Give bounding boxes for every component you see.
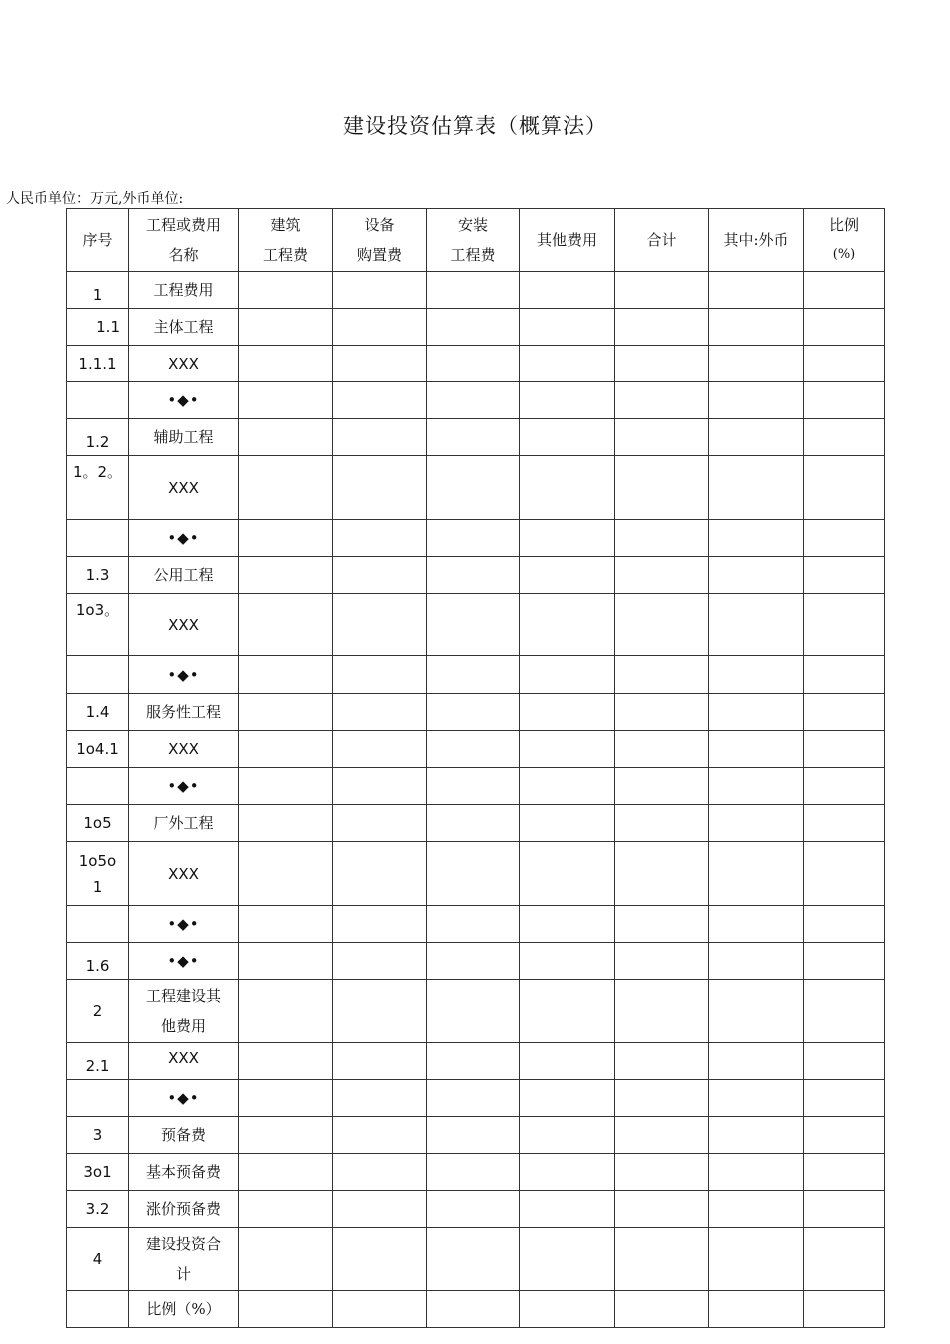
empty-cell (427, 805, 520, 842)
empty-cell (615, 520, 709, 557)
table-row (67, 456, 885, 520)
empty-cell (709, 1228, 804, 1291)
row-name (129, 980, 239, 1043)
row-seq: 1.2 (67, 419, 129, 456)
empty-cell (520, 1117, 615, 1154)
empty-cell (520, 382, 615, 419)
row-name: •◆• (129, 906, 239, 943)
table-row (67, 346, 885, 382)
empty-cell (427, 346, 520, 382)
empty-cell (520, 805, 615, 842)
empty-cell (709, 557, 804, 594)
header-install (427, 209, 520, 272)
empty-cell (520, 1191, 615, 1228)
row-seq: 3o1 (67, 1154, 129, 1191)
empty-cell (615, 557, 709, 594)
empty-cell (804, 1117, 885, 1154)
empty-cell (709, 456, 804, 520)
empty-cell (427, 1117, 520, 1154)
row-seq (67, 382, 129, 419)
row-seq: 1o4.1 (67, 731, 129, 768)
empty-cell (239, 1228, 333, 1291)
table-row (67, 943, 885, 980)
row-seq (67, 656, 129, 694)
empty-cell (239, 1080, 333, 1117)
empty-cell (520, 842, 615, 906)
empty-cell (709, 1191, 804, 1228)
table-row (67, 557, 885, 594)
empty-cell (709, 943, 804, 980)
table-row (67, 1291, 885, 1328)
header-total: 合计 (615, 209, 709, 272)
empty-cell (520, 456, 615, 520)
row-seq (67, 1291, 129, 1328)
empty-cell (333, 656, 427, 694)
header-ratio (804, 209, 885, 272)
header-building-line1: 建筑 (270, 216, 301, 234)
empty-cell (804, 1191, 885, 1228)
empty-cell (615, 309, 709, 346)
empty-cell (239, 1043, 333, 1080)
empty-cell (804, 943, 885, 980)
empty-cell (520, 768, 615, 805)
row-name: •◆• (129, 656, 239, 694)
row-seq: 1.3 (67, 557, 129, 594)
empty-cell (709, 520, 804, 557)
row-name (129, 1228, 239, 1291)
row-seq: 1 (67, 272, 129, 309)
row-name: 辅助工程 (129, 419, 239, 456)
empty-cell (615, 805, 709, 842)
row-seq (67, 906, 129, 943)
row-name: XXX (129, 594, 239, 656)
empty-cell (804, 906, 885, 943)
empty-cell (333, 382, 427, 419)
empty-cell (520, 272, 615, 309)
empty-cell (333, 1228, 427, 1291)
empty-cell (239, 906, 333, 943)
row-name: 比例（%） (129, 1291, 239, 1328)
empty-cell (709, 1291, 804, 1328)
table-row (67, 731, 885, 768)
empty-cell (239, 309, 333, 346)
empty-cell (615, 656, 709, 694)
empty-cell (239, 1154, 333, 1191)
row-seq (67, 520, 129, 557)
empty-cell (709, 1117, 804, 1154)
empty-cell (333, 456, 427, 520)
empty-cell (615, 1191, 709, 1228)
row-name: 基本预备费 (129, 1154, 239, 1191)
empty-cell (615, 768, 709, 805)
empty-cell (427, 768, 520, 805)
empty-cell (333, 768, 427, 805)
empty-cell (709, 805, 804, 842)
empty-cell (709, 842, 804, 906)
row-name: XXX (129, 731, 239, 768)
empty-cell (804, 805, 885, 842)
header-seq: 序号 (67, 209, 129, 272)
empty-cell (333, 805, 427, 842)
empty-cell (615, 1291, 709, 1328)
header-building (239, 209, 333, 272)
header-install-line1: 安装 (457, 216, 488, 234)
empty-cell (333, 906, 427, 943)
empty-cell (709, 382, 804, 419)
currency-unit-note: 人民币单位：万元,外币单位: (6, 191, 184, 207)
empty-cell (427, 731, 520, 768)
empty-cell (804, 557, 885, 594)
header-install-line2: 工程费 (450, 246, 496, 264)
empty-cell (333, 272, 427, 309)
empty-cell (427, 456, 520, 520)
empty-cell (333, 842, 427, 906)
empty-cell (333, 309, 427, 346)
empty-cell (709, 768, 804, 805)
row-name: XXX (129, 1043, 239, 1080)
empty-cell (709, 1043, 804, 1080)
table-row (67, 656, 885, 694)
empty-cell (804, 419, 885, 456)
empty-cell (709, 1080, 804, 1117)
empty-cell (804, 1043, 885, 1080)
table-row (67, 1154, 885, 1191)
empty-cell (709, 731, 804, 768)
empty-cell (615, 1228, 709, 1291)
empty-cell (333, 980, 427, 1043)
empty-cell (709, 656, 804, 694)
empty-cell (239, 557, 333, 594)
empty-cell (427, 557, 520, 594)
empty-cell (804, 980, 885, 1043)
empty-cell (520, 309, 615, 346)
row-name: XXX (129, 456, 239, 520)
empty-cell (427, 1080, 520, 1117)
empty-cell (709, 419, 804, 456)
page-title: 建设投资估算表（概算法） (343, 114, 607, 138)
table-row (67, 906, 885, 943)
empty-cell (804, 1154, 885, 1191)
empty-cell (333, 1043, 427, 1080)
empty-cell (520, 1043, 615, 1080)
empty-cell (804, 656, 885, 694)
empty-cell (804, 272, 885, 309)
row-name-line2: 计 (175, 1265, 191, 1283)
empty-cell (615, 594, 709, 656)
header-foreign: 其中:外币 (709, 209, 804, 272)
empty-cell (333, 346, 427, 382)
header-name-line2: 名称 (168, 246, 199, 264)
empty-cell (239, 842, 333, 906)
empty-cell (709, 906, 804, 943)
row-name: •◆• (129, 768, 239, 805)
row-seq: 1.1.1 (67, 346, 129, 382)
row-seq: 1o3。 (67, 594, 129, 656)
row-seq: 1o5 (67, 805, 129, 842)
row-seq (67, 842, 129, 906)
row-seq: 2 (67, 980, 129, 1043)
empty-cell (804, 1291, 885, 1328)
empty-cell (427, 594, 520, 656)
empty-cell (520, 346, 615, 382)
empty-cell (709, 346, 804, 382)
row-seq: 3 (67, 1117, 129, 1154)
row-seq-line1: 1o5o (78, 851, 117, 870)
table-row (67, 694, 885, 731)
empty-cell (427, 906, 520, 943)
header-equipment-line1: 设备 (364, 216, 395, 234)
empty-cell (615, 1043, 709, 1080)
empty-cell (427, 1291, 520, 1328)
row-name-line1: 建设投资合 (145, 1235, 221, 1253)
empty-cell (804, 1228, 885, 1291)
table-row (67, 1191, 885, 1228)
header-ratio-line2: (%) (832, 247, 856, 262)
table-row (67, 272, 885, 309)
row-name-line2: 他费用 (160, 1017, 206, 1035)
empty-cell (239, 594, 333, 656)
empty-cell (333, 1154, 427, 1191)
row-name: •◆• (129, 520, 239, 557)
empty-cell (520, 906, 615, 943)
table-row (67, 1117, 885, 1154)
empty-cell (804, 1080, 885, 1117)
row-seq (67, 1080, 129, 1117)
empty-cell (333, 1080, 427, 1117)
empty-cell (804, 768, 885, 805)
table-row (67, 768, 885, 805)
empty-cell (427, 419, 520, 456)
empty-cell (427, 1228, 520, 1291)
empty-cell (804, 520, 885, 557)
row-seq: 1.1 (67, 309, 129, 346)
empty-cell (615, 346, 709, 382)
table-row (67, 520, 885, 557)
empty-cell (615, 419, 709, 456)
empty-cell (615, 980, 709, 1043)
table-row (67, 1228, 885, 1291)
empty-cell (239, 805, 333, 842)
empty-cell (804, 731, 885, 768)
empty-cell (427, 520, 520, 557)
row-name: 服务性工程 (129, 694, 239, 731)
empty-cell (239, 1191, 333, 1228)
empty-cell (520, 943, 615, 980)
empty-cell (615, 943, 709, 980)
empty-cell (239, 1117, 333, 1154)
row-seq-line2: 1 (92, 877, 103, 896)
empty-cell (520, 520, 615, 557)
empty-cell (709, 272, 804, 309)
table-row (67, 842, 885, 906)
investment-estimate-table (66, 208, 885, 1328)
row-seq: 3.2 (67, 1191, 129, 1228)
empty-cell (804, 346, 885, 382)
empty-cell (239, 656, 333, 694)
row-name: XXX (129, 346, 239, 382)
empty-cell (709, 309, 804, 346)
empty-cell (804, 842, 885, 906)
header-name-line1: 工程或费用 (145, 216, 221, 234)
table-row (67, 1080, 885, 1117)
empty-cell (615, 906, 709, 943)
empty-cell (520, 557, 615, 594)
header-equipment-line2: 购置费 (356, 246, 402, 264)
empty-cell (615, 694, 709, 731)
row-name: XXX (129, 842, 239, 906)
empty-cell (709, 694, 804, 731)
empty-cell (239, 694, 333, 731)
empty-cell (333, 520, 427, 557)
empty-cell (804, 382, 885, 419)
empty-cell (333, 557, 427, 594)
empty-cell (239, 419, 333, 456)
empty-cell (333, 731, 427, 768)
empty-cell (804, 456, 885, 520)
empty-cell (427, 1154, 520, 1191)
row-seq: 1.4 (67, 694, 129, 731)
row-name: 主体工程 (129, 309, 239, 346)
table-row (67, 980, 885, 1043)
empty-cell (239, 346, 333, 382)
row-name: •◆• (129, 943, 239, 980)
header-equipment (333, 209, 427, 272)
table-row (67, 594, 885, 656)
empty-cell (427, 272, 520, 309)
row-seq: 1.6 (67, 943, 129, 980)
empty-cell (333, 594, 427, 656)
table-row (67, 309, 885, 346)
empty-cell (427, 1043, 520, 1080)
empty-cell (427, 694, 520, 731)
row-name: 预备费 (129, 1117, 239, 1154)
empty-cell (804, 694, 885, 731)
empty-cell (520, 980, 615, 1043)
empty-cell (520, 731, 615, 768)
empty-cell (520, 419, 615, 456)
empty-cell (709, 594, 804, 656)
row-name: 涨价预备费 (129, 1191, 239, 1228)
empty-cell (615, 382, 709, 419)
row-name: 公用工程 (129, 557, 239, 594)
empty-cell (427, 656, 520, 694)
empty-cell (615, 842, 709, 906)
empty-cell (239, 272, 333, 309)
empty-cell (427, 309, 520, 346)
empty-cell (239, 768, 333, 805)
row-seq: 1。2。 (67, 456, 129, 520)
empty-cell (520, 1291, 615, 1328)
empty-cell (333, 419, 427, 456)
row-name: 厂外工程 (129, 805, 239, 842)
empty-cell (615, 456, 709, 520)
empty-cell (239, 943, 333, 980)
empty-cell (333, 1117, 427, 1154)
empty-cell (804, 594, 885, 656)
empty-cell (333, 1191, 427, 1228)
header-ratio-line1: 比例 (828, 216, 859, 234)
empty-cell (520, 656, 615, 694)
empty-cell (709, 1154, 804, 1191)
empty-cell (427, 980, 520, 1043)
empty-cell (239, 456, 333, 520)
header-row (67, 209, 885, 272)
empty-cell (333, 1291, 427, 1328)
empty-cell (615, 731, 709, 768)
empty-cell (520, 1080, 615, 1117)
header-building-line2: 工程费 (262, 246, 308, 264)
empty-cell (239, 382, 333, 419)
row-seq: 4 (67, 1228, 129, 1291)
row-name: •◆• (129, 1080, 239, 1117)
empty-cell (239, 520, 333, 557)
row-name: 工程费用 (129, 272, 239, 309)
table-row (67, 382, 885, 419)
empty-cell (520, 1154, 615, 1191)
empty-cell (427, 842, 520, 906)
empty-cell (804, 309, 885, 346)
empty-cell (333, 943, 427, 980)
table-row (67, 805, 885, 842)
empty-cell (333, 694, 427, 731)
empty-cell (427, 382, 520, 419)
empty-cell (615, 272, 709, 309)
empty-cell (427, 943, 520, 980)
empty-cell (615, 1117, 709, 1154)
row-seq: 2.1 (67, 1043, 129, 1080)
empty-cell (615, 1080, 709, 1117)
empty-cell (709, 980, 804, 1043)
table-row (67, 419, 885, 456)
empty-cell (427, 1191, 520, 1228)
empty-cell (239, 980, 333, 1043)
row-seq (67, 768, 129, 805)
empty-cell (520, 1228, 615, 1291)
empty-cell (615, 1154, 709, 1191)
row-name-line1: 工程建设其 (145, 987, 221, 1005)
empty-cell (239, 1291, 333, 1328)
header-name (129, 209, 239, 272)
header-other: 其他费用 (520, 209, 615, 272)
row-name: •◆• (129, 382, 239, 419)
table-row (67, 1043, 885, 1080)
empty-cell (520, 594, 615, 656)
empty-cell (239, 731, 333, 768)
empty-cell (520, 694, 615, 731)
